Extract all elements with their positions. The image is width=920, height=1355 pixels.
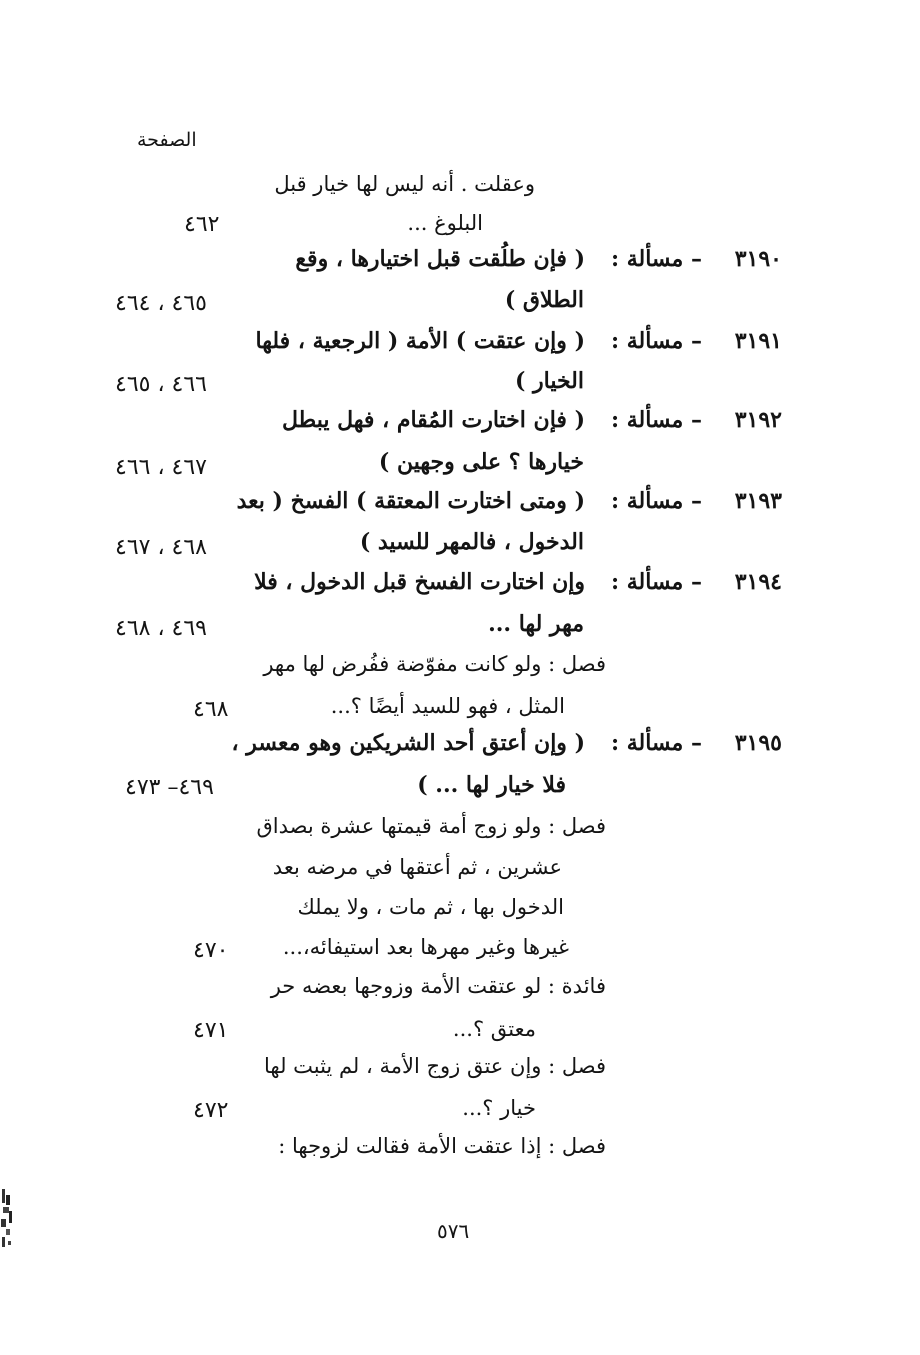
entry-8-line-2: عشرين ، ثم أعتقها في مرضه بعد — [272, 855, 562, 879]
entry-3-line-1: ( فإن اختارت المُقام ، فهل يبطل — [281, 407, 585, 433]
entry-6-pages: ٤٦٨ — [193, 697, 229, 722]
entry-6-line-1: فصل : ولو كانت مفوّضة ففُرض لها مهر — [263, 652, 606, 676]
page-header-label: الصفحة — [137, 129, 197, 151]
entry-1-pages: ٤٦٥ ، ٤٦٤ — [115, 291, 207, 316]
entry-3-prefix: – مسألة : — [610, 407, 702, 433]
scan-noise-mark — [0, 1185, 22, 1265]
entry-2-prefix: – مسألة : — [610, 328, 702, 354]
entry-1-prefix: – مسألة : — [610, 246, 702, 272]
entry-4-number: ٣١٩٣ — [734, 488, 782, 514]
entry-0-line-1: وعقلت . أنه ليس لها خيار قبل — [274, 172, 535, 196]
entry-11-line-1: فصل : إذا عتقت الأمة فقالت لزوجها : — [278, 1134, 606, 1158]
entry-5-line-2: مهر لها ... — [488, 611, 584, 637]
entry-8-pages: ٤٧٠ — [193, 938, 229, 963]
entry-5-pages: ٤٦٩ ، ٤٦٨ — [115, 616, 207, 641]
page-number: ٥٧٦ — [437, 1219, 470, 1243]
entry-5-number: ٣١٩٤ — [734, 569, 782, 595]
entry-9-line-2: معتق ؟... — [452, 1017, 536, 1041]
entry-7-line-1: ( وإن أعتق أحد الشريكين وهو معسر ، — [231, 730, 585, 756]
entry-2-line-1: ( وإن عتقت ) الأمة ( الرجعية ، فلها — [255, 328, 585, 354]
entry-5-prefix: – مسألة : — [610, 569, 702, 595]
entry-3-number: ٣١٩٢ — [734, 407, 782, 433]
entry-0-pages: ٤٦٢ — [184, 212, 220, 237]
entry-7-line-2: فلا خيار لها ... ) — [417, 772, 566, 798]
entry-2-number: ٣١٩١ — [734, 328, 782, 354]
entry-4-line-2: الدخول ، فالمهر للسيد ) — [359, 529, 584, 555]
entry-1-line-2: الطلاق ) — [504, 287, 584, 313]
entry-7-pages: ٤٦٩– ٤٧٣ — [125, 775, 214, 800]
entry-3-line-2: خيارها ؟ على وجهين ) — [378, 449, 584, 475]
entry-9-line-1: فائدة : لو عتقت الأمة وزوجها بعضه حر — [270, 974, 606, 998]
entry-0-line-2: البلوغ ... — [407, 211, 483, 235]
entry-1-number: ٣١٩٠ — [734, 246, 782, 272]
entry-4-prefix: – مسألة : — [610, 488, 702, 514]
entry-1-line-1: ( فإن طلُقت قبل اختيارها ، وقع — [295, 246, 585, 272]
entry-10-line-1: فصل : وإن عتق زوج الأمة ، لم يثبت لها — [263, 1054, 606, 1078]
entry-9-pages: ٤٧١ — [193, 1018, 229, 1043]
entry-10-line-2: خيار ؟... — [462, 1096, 536, 1120]
entry-8-line-4: غيرها وغير مهرها بعد استيفائه،... — [282, 935, 569, 959]
entry-3-pages: ٤٦٧ ، ٤٦٦ — [115, 455, 207, 480]
entry-8-line-1: فصل : ولو زوج أمة قيمتها عشرة بصداق — [256, 814, 606, 838]
entry-8-line-3: الدخول بها ، ثم مات ، ولا يملك — [297, 895, 564, 919]
entry-7-prefix: – مسألة : — [610, 730, 702, 756]
entry-10-pages: ٤٧٢ — [193, 1098, 229, 1123]
entry-4-line-1: ( ومتى اختارت المعتقة ) الفسخ ( بعد — [236, 488, 585, 514]
entry-7-number: ٣١٩٥ — [734, 730, 782, 756]
entry-5-line-1: وإن اختارت الفسخ قبل الدخول ، فلا — [254, 569, 585, 595]
entry-2-line-2: الخيار ) — [514, 368, 584, 394]
entry-6-line-2: المثل ، فهو للسيد أيضًا ؟... — [330, 694, 565, 718]
entry-4-pages: ٤٦٨ ، ٤٦٧ — [115, 535, 207, 560]
entry-2-pages: ٤٦٦ ، ٤٦٥ — [115, 372, 207, 397]
